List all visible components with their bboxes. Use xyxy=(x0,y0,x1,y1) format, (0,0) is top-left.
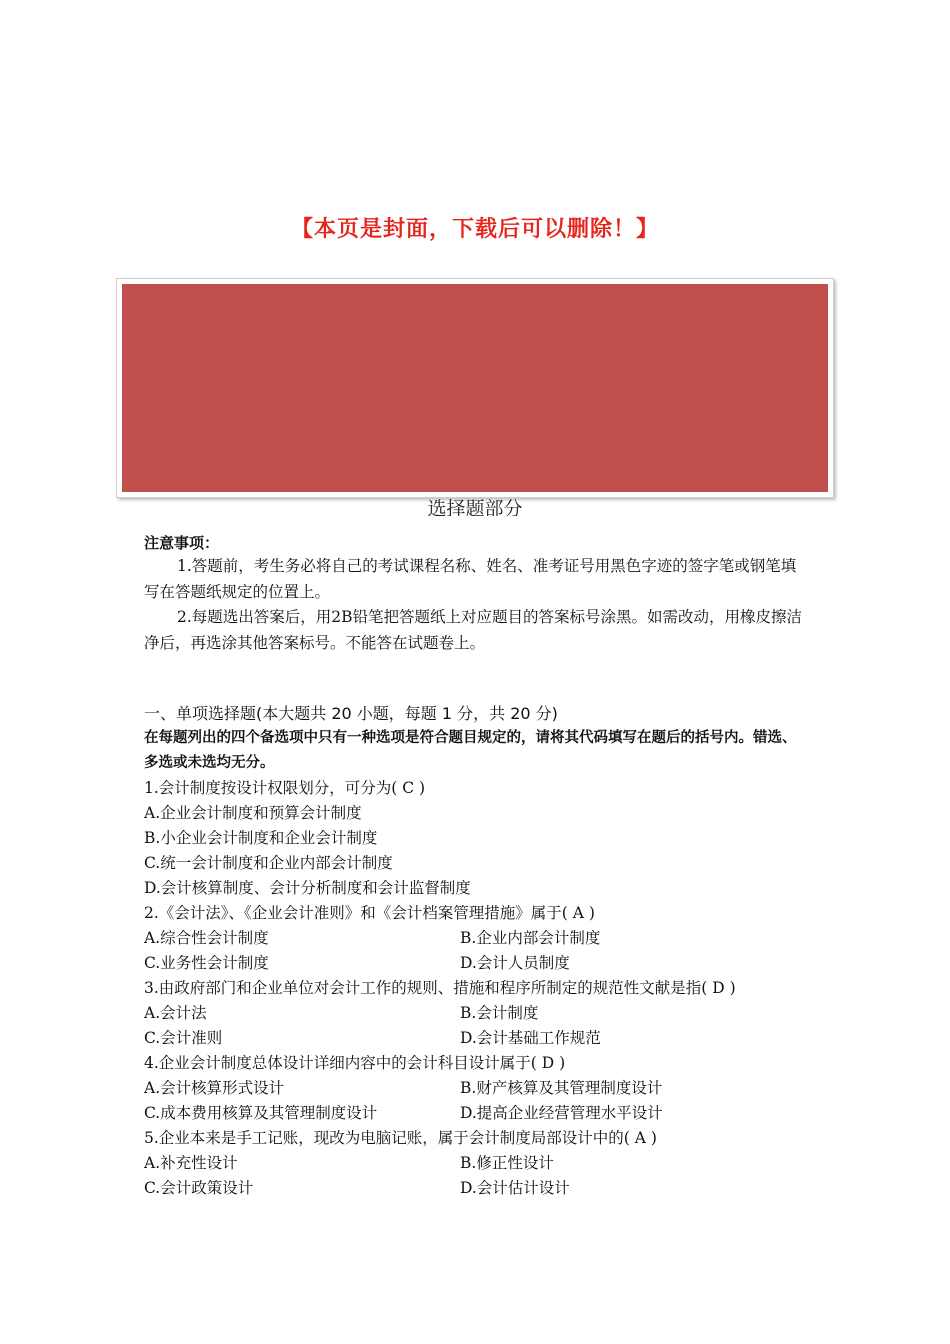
section-heading: 选择题部分 xyxy=(427,498,523,516)
option-row xyxy=(144,1001,808,1026)
option-row xyxy=(144,1101,808,1126)
question-option: D.提高企业经营管理水平设计 xyxy=(460,1104,663,1122)
question-option: B.企业内部会计制度 xyxy=(460,929,601,947)
question-option: D.会计核算制度、会计分析制度和会计监督制度 xyxy=(144,879,471,897)
question-option: C.统一会计制度和企业内部会计制度 xyxy=(144,854,393,872)
question-option: D.会计基础工作规范 xyxy=(460,1029,601,1047)
question-stem: 4.企业会计制度总体设计详细内容中的会计科目设计属于( D ) xyxy=(144,1054,566,1072)
question-option: B.修正性设计 xyxy=(460,1154,554,1172)
question-option: D.会计估计设计 xyxy=(460,1179,570,1197)
question-option: B.财产核算及其管理制度设计 xyxy=(460,1079,663,1097)
question-stem: 1.会计制度按设计权限划分，可分为( C ) xyxy=(144,779,426,797)
question-option: C.会计政策设计 xyxy=(144,1179,254,1197)
question-stem: 5.企业本来是手工记账，现改为电脑记账，属于会计制度局部设计中的( A ) xyxy=(144,1129,657,1147)
document-body xyxy=(144,532,808,1201)
note-item: 2.每题选出答案后，用2B铅笔把答题纸上对应题目的答案标号涂黑。如需改动，用橡皮擦洁净后，再选涂其他答案标号。不能答在试题卷上。 xyxy=(144,608,803,652)
question-option: B.小企业会计制度和企业会计制度 xyxy=(144,829,378,847)
question-option: C.成本费用核算及其管理制度设计 xyxy=(144,1104,378,1122)
question-option: B.会计制度 xyxy=(460,1004,539,1022)
option-row xyxy=(144,1176,808,1201)
note-item: 1.答题前，考生务必将自己的考试课程名称、姓名、准考证号用黑色字迹的签字笔或钢笔填写在答题纸规定的位置上。 xyxy=(144,557,797,601)
question-option: A.补充性设计 xyxy=(144,1154,238,1172)
cover-banner xyxy=(116,278,834,498)
part-title: 一、单项选择题(本大题共 20 小题，每题 1 分，共 20 分) xyxy=(144,704,558,723)
question-option: A.会计法 xyxy=(144,1004,207,1022)
option-row xyxy=(144,1076,808,1101)
question-option: A.会计核算形式设计 xyxy=(144,1079,285,1097)
notes-title: 注意事项： xyxy=(144,534,220,552)
part-instruction: 在每题列出的四个备选项中只有一种选项是符合题目规定的，请将其代码填写在题后的括号内。错选、多选或未选均无分。 xyxy=(144,730,797,771)
question-option: A.企业会计制度和预算会计制度 xyxy=(144,804,362,822)
question-option: C.会计准则 xyxy=(144,1029,223,1047)
cover-notice: 【本页是封面，下载后可以删除！】 xyxy=(290,217,659,242)
question-stem: 3.由政府部门和企业单位对会计工作的规则、措施和程序所制定的规范性文献是指( D ) xyxy=(144,979,736,997)
option-row xyxy=(144,1151,808,1176)
question-option: A.综合性会计制度 xyxy=(144,929,269,947)
question-option: D.会计人员制度 xyxy=(460,954,570,972)
option-row xyxy=(144,1026,808,1051)
question-stem: 2.《会计法》、《企业会计准则》和《会计档案管理措施》属于( A ) xyxy=(144,904,595,922)
cover-banner-fill xyxy=(122,284,828,492)
question-option: C.业务性会计制度 xyxy=(144,954,269,972)
option-row xyxy=(144,951,808,976)
option-row xyxy=(144,926,808,951)
